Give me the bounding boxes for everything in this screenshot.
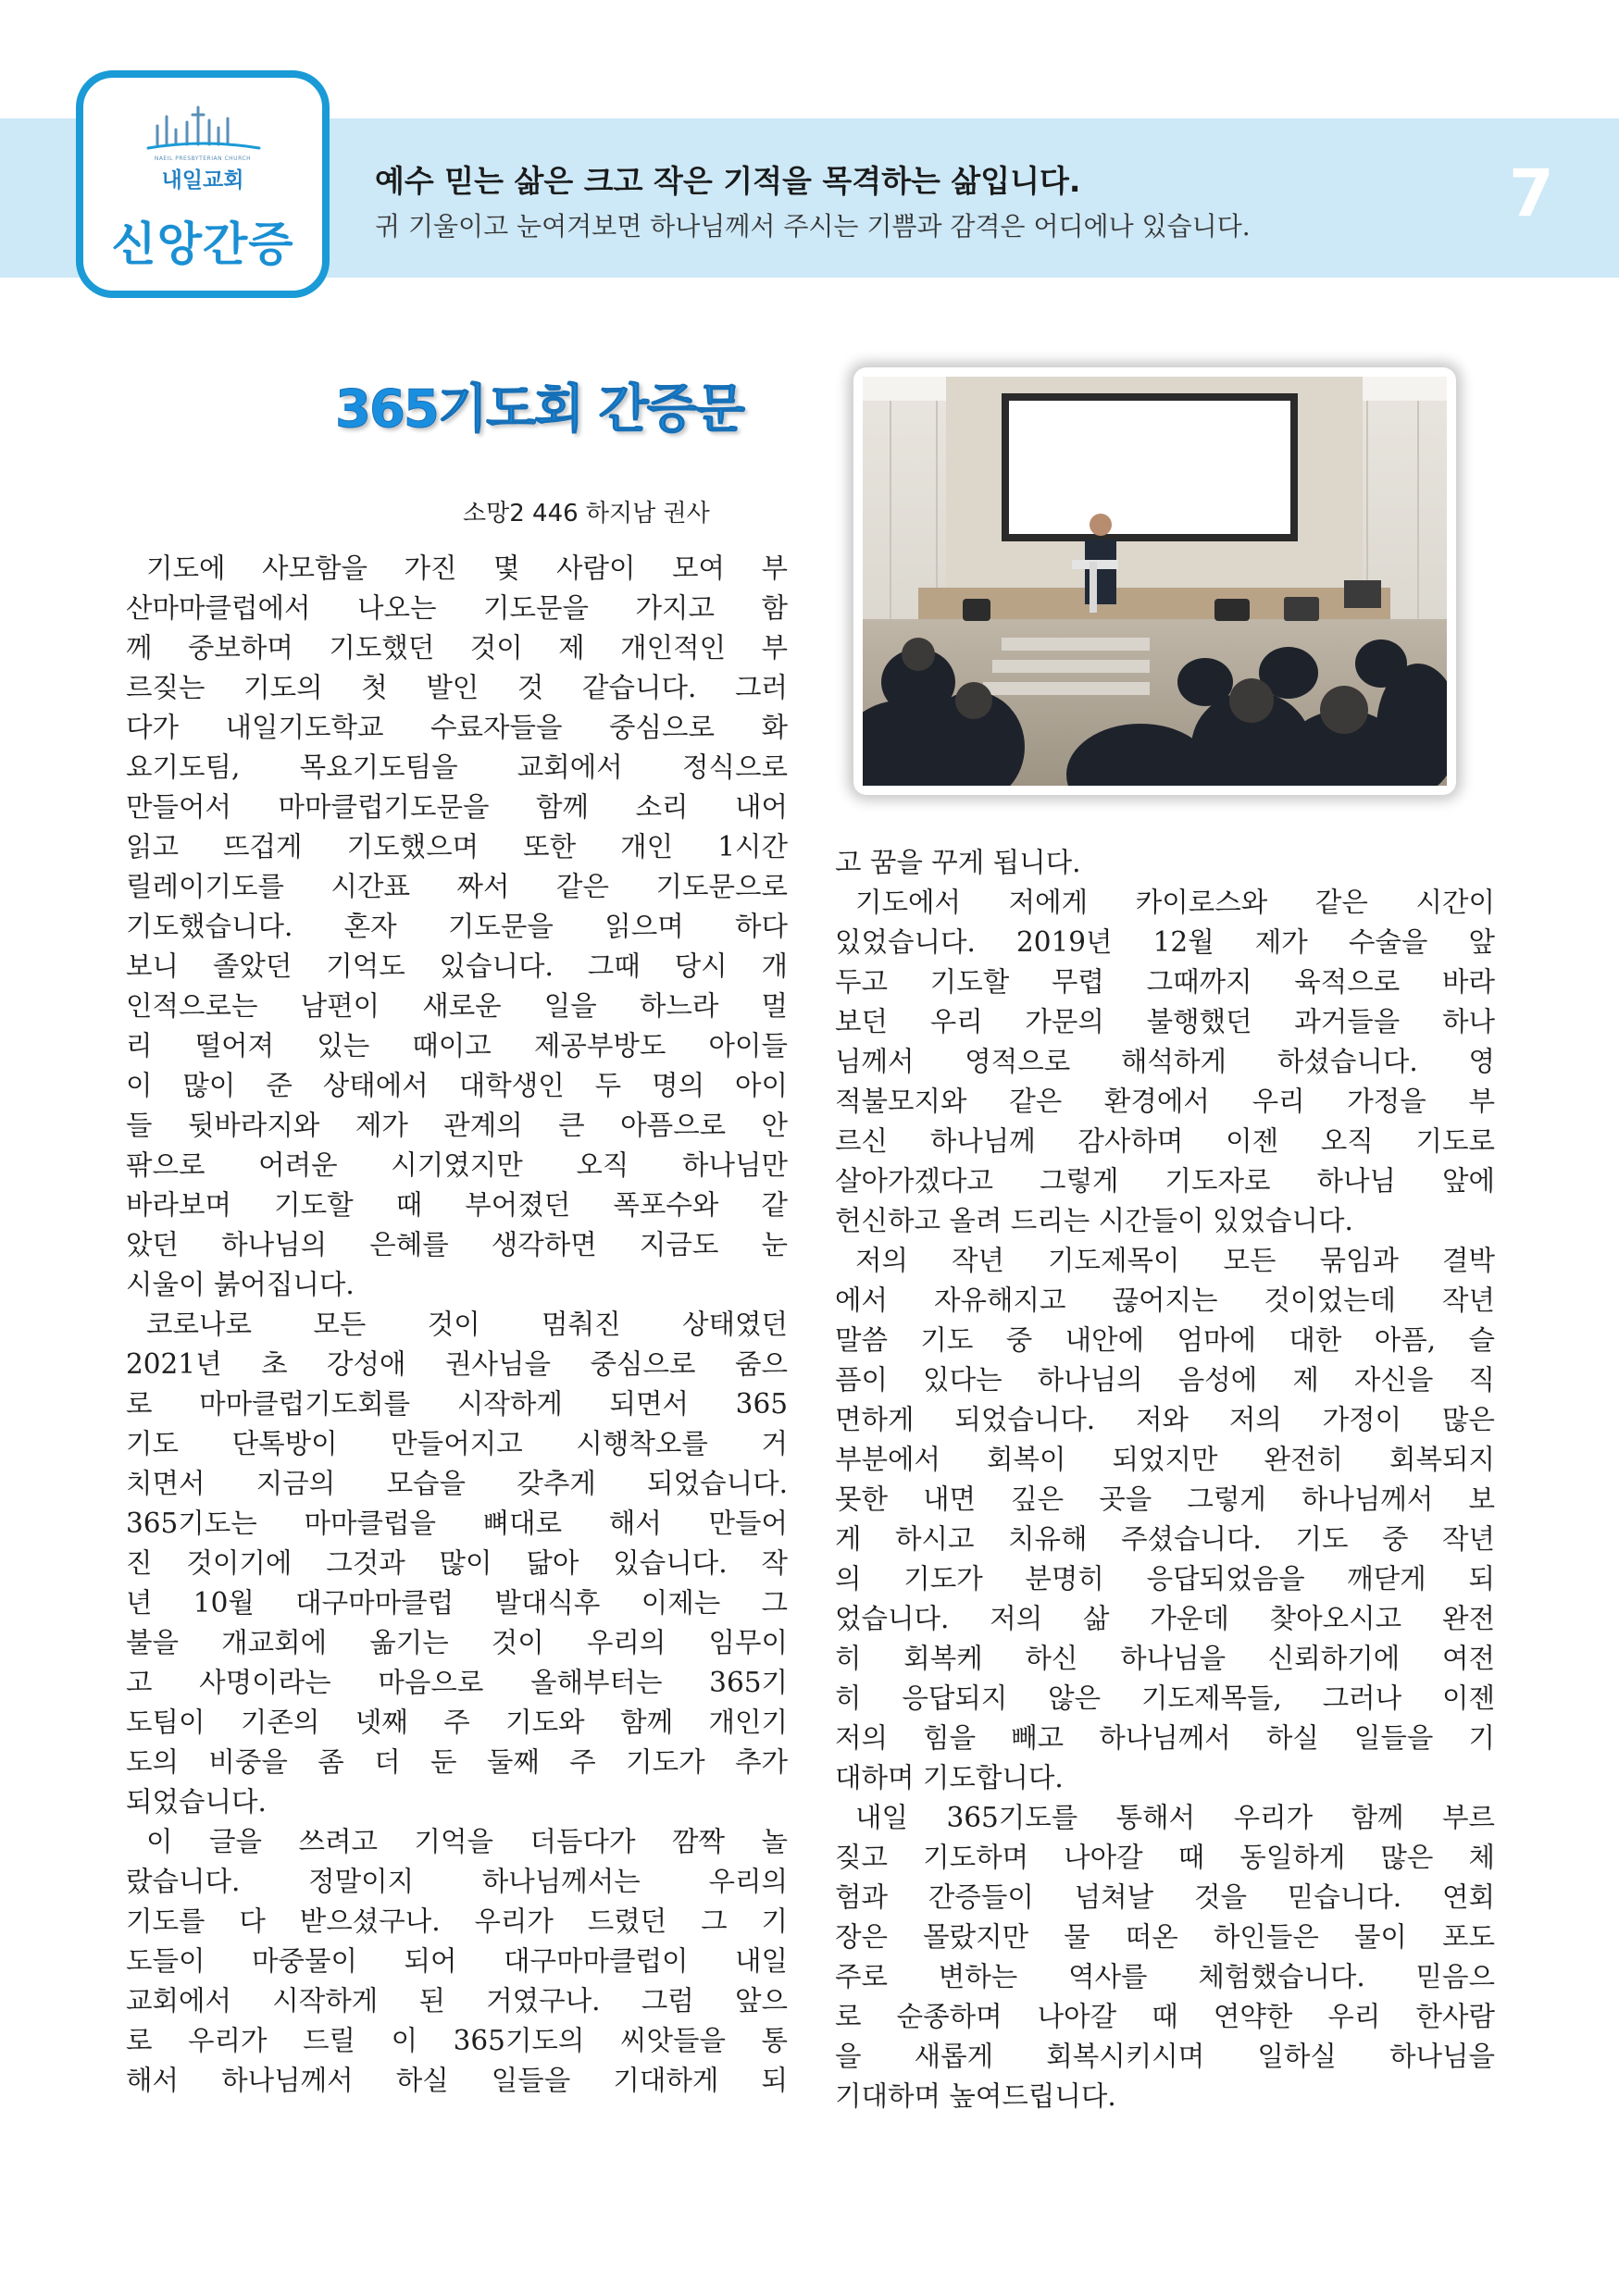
- text-line: 도팀이 기존의 넷째 주 기도와 함께 개인기: [126, 1706, 788, 1738]
- text-line: 저의 힘을 빼고 하나님께서 하실 일들을 기: [835, 1722, 1495, 1754]
- article-column-right: [835, 843, 1495, 2116]
- text-line: 께 중보하며 기도했던 것이 제 개인적인 부: [126, 632, 788, 664]
- church-logo-box: [76, 70, 330, 298]
- text-line: 픔이 있다는 하나님의 음성에 제 자신을 직: [835, 1364, 1495, 1396]
- text-line: 이 많이 준 상태에서 대학생인 두 명의 아이: [126, 1070, 788, 1101]
- logo-church-name: 내일교회: [161, 168, 244, 192]
- text-line: 해서 하나님께서 하실 일들을 기대하게 되: [126, 2065, 788, 2096]
- text-line: 들 뒷바라지와 제가 관계의 큰 아픔으로 안: [126, 1110, 788, 1141]
- text-line: 기도를 다 받으셨구나. 우리가 드렸던 그 기: [126, 1905, 788, 1937]
- text-line: 기도했습니다. 혼자 기도문을 읽으며 하다: [126, 911, 788, 942]
- text-line: 바라보며 기도할 때 부어졌던 폭포수와 같: [126, 1189, 788, 1221]
- text-line: 리 떨어져 있는 때이고 제공부방도 아이들: [126, 1030, 788, 1061]
- text-line: 험과 간증들이 넘쳐날 것을 믿습니다. 연회: [835, 1881, 1495, 1913]
- text-line: 읽고 뜨겁게 기도했으며 또한 개인 1시간: [126, 831, 788, 863]
- text-line: 의 기도가 분명히 응답되었음을 깨닫게 되: [835, 1563, 1495, 1595]
- text-line: 보던 우리 가문의 불행했던 과거들을 하나: [835, 1006, 1495, 1037]
- text-line: 고 꿈을 꾸게 됩니다.: [835, 847, 1081, 878]
- text-line: 산마마클럽에서 나오는 기도문을 가지고 함: [126, 592, 788, 624]
- article-column-left: [126, 549, 788, 2101]
- text-line: 저의 작년 기도제목이 모든 묶임과 결박: [855, 1245, 1495, 1276]
- text-line: 코로나로 모든 것이 멈춰진 상태였던: [146, 1309, 788, 1340]
- text-line: 헌신하고 올려 드리는 시간들이 있었습니다.: [835, 1205, 1353, 1236]
- text-line: 면하게 되었습니다. 저와 저의 가정이 많은: [835, 1404, 1495, 1435]
- article-author: 소망2 446 하지남 권사: [463, 500, 710, 527]
- text-line: 진 것이기에 그것과 많이 닮아 있습니다. 작: [126, 1547, 788, 1579]
- text-line: 치면서 지금의 모습을 갖추게 되었습니다.: [126, 1468, 788, 1499]
- text-line: 불을 개교회에 옮기는 것이 우리의 임무이: [126, 1627, 788, 1658]
- text-line: 내일 365기도를 통해서 우리가 함께 부르: [855, 1802, 1495, 1833]
- text-line: 고 사명이라는 마음으로 올해부터는 365기: [126, 1667, 788, 1698]
- text-line: 주로 변하는 역사를 체험했습니다. 믿음으: [835, 1961, 1495, 1992]
- text-line: 도들이 마중물이 되어 대구마마클럽이 내일: [126, 1945, 788, 1977]
- text-line: 르신 하나님께 감사하며 이젠 오직 기도로: [835, 1125, 1495, 1157]
- text-line: 이 글을 쓰려고 기억을 더듬다가 깜짝 놀: [146, 1826, 788, 1857]
- text-line: 기도 단톡방이 만들어지고 시행착오를 거: [126, 1428, 788, 1459]
- text-line: 못한 내면 깊은 곳을 그렇게 하나님께서 보: [835, 1483, 1495, 1515]
- text-line: 시울이 붉어집니다.: [126, 1269, 355, 1300]
- text-line: 팎으로 어려운 시기였지만 오직 하나님만: [126, 1149, 788, 1181]
- church-skyline-icon: [144, 102, 263, 155]
- text-line: 만들어서 마마클럽기도문을 함께 소리 내어: [126, 791, 788, 823]
- worship-photo-frame: [853, 367, 1456, 795]
- text-line: 2021년 초 강성애 권사님을 중심으로 줌으: [126, 1348, 788, 1380]
- text-line: 히 회복케 하신 하나님을 신뢰하기에 여전: [835, 1643, 1495, 1674]
- article-title: 365기도회 간증문: [335, 379, 743, 440]
- text-line: 짖고 기도하며 나아갈 때 동일하게 많은 체: [835, 1842, 1495, 1873]
- worship-photo: [863, 377, 1447, 786]
- text-line: 대하며 기도합니다.: [835, 1762, 1064, 1793]
- text-line: 로 우리가 드릴 이 365기도의 씨앗들을 통: [126, 2025, 788, 2056]
- text-line: 랐습니다. 정말이지 하나님께서는 우리의: [126, 1866, 788, 1897]
- text-line: 았던 하나님의 은혜를 생각하면 지금도 눈: [126, 1229, 788, 1260]
- text-line: 릴레이기도를 시간표 짜서 같은 기도문으로: [126, 871, 788, 902]
- text-line: 적불모지와 같은 환경에서 우리 가정을 부: [835, 1086, 1495, 1117]
- text-line: 보니 졸았던 기억도 있습니다. 그때 당시 개: [126, 950, 788, 982]
- text-line: 요기도팀, 목요기도팀을 교회에서 정식으로: [126, 751, 788, 783]
- section-title: 신앙간증: [111, 217, 294, 271]
- text-line: 살아가겠다고 그렇게 기도자로 하나님 앞에: [835, 1165, 1495, 1197]
- text-line: 도의 비중을 좀 더 둔 둘째 주 기도가 추가: [126, 1746, 788, 1778]
- text-line: 있었습니다. 2019년 12월 제가 수술을 앞: [835, 926, 1495, 958]
- text-line: 장은 몰랐지만 물 떠온 하인들은 물이 포도: [835, 1921, 1495, 1953]
- text-line: 에서 자유해지고 끊어지는 것이었는데 작년: [835, 1285, 1495, 1316]
- text-line: 다가 내일기도학교 수료자들을 중심으로 화: [126, 712, 788, 743]
- text-line: 기대하며 높여드립니다.: [835, 2080, 1116, 2112]
- text-line: 게 하시고 치유해 주셨습니다. 기도 중 작년: [835, 1523, 1495, 1555]
- text-line: 부분에서 회복이 되었지만 완전히 회복되지: [835, 1444, 1495, 1475]
- text-line: 었습니다. 저의 삶 가운데 찾아오시고 완전: [835, 1603, 1495, 1634]
- text-line: 365기도는 마마클럽을 뼈대로 해서 만들어: [126, 1508, 788, 1539]
- text-line: 님께서 영적으로 해석하게 하셨습니다. 영: [835, 1046, 1495, 1077]
- text-line: 말씀 기도 중 내안에 엄마에 대한 아픔, 슬: [835, 1324, 1495, 1356]
- text-line: 로 순종하며 나아갈 때 연약한 우리 한사람: [835, 2001, 1495, 2032]
- header-subline: 귀 기울이고 눈여겨보면 하나님께서 주시는 기쁨과 감격은 어디에나 있습니다.: [375, 211, 1251, 242]
- text-line: 을 새롭게 회복시키시며 일하실 하나님을: [835, 2041, 1495, 2072]
- header-headline: 예수 믿는 삶은 크고 작은 기적을 목격하는 삶입니다.: [375, 163, 1081, 199]
- text-line: 르짖는 기도의 첫 발인 것 같습니다. 그러: [126, 672, 788, 703]
- text-line: 인적으로는 남편이 새로운 일을 하느라 멀: [126, 990, 788, 1022]
- text-line: 되었습니다.: [126, 1786, 267, 1818]
- text-line: 두고 기도할 무렵 그때까지 육적으로 바라: [835, 966, 1495, 998]
- page-number: 7: [1509, 155, 1554, 231]
- text-line: 교회에서 시작하게 된 거였구나. 그럼 앞으: [126, 1985, 788, 2017]
- text-line: 로 마마클럽기도회를 시작하게 되면서 365: [126, 1388, 788, 1420]
- logo-subtitle: NAEIL PRESBYTERIAN CHURCH: [154, 155, 252, 162]
- text-line: 년 10월 대구마마클럽 발대식후 이제는 그: [126, 1587, 788, 1619]
- text-line: 기도에서 저에게 카이로스와 같은 시간이: [855, 887, 1495, 918]
- text-line: 히 응답되지 않은 기도제목들, 그러나 이젠: [835, 1682, 1495, 1714]
- text-line: 기도에 사모함을 가진 몇 사람이 모여 부: [146, 552, 788, 584]
